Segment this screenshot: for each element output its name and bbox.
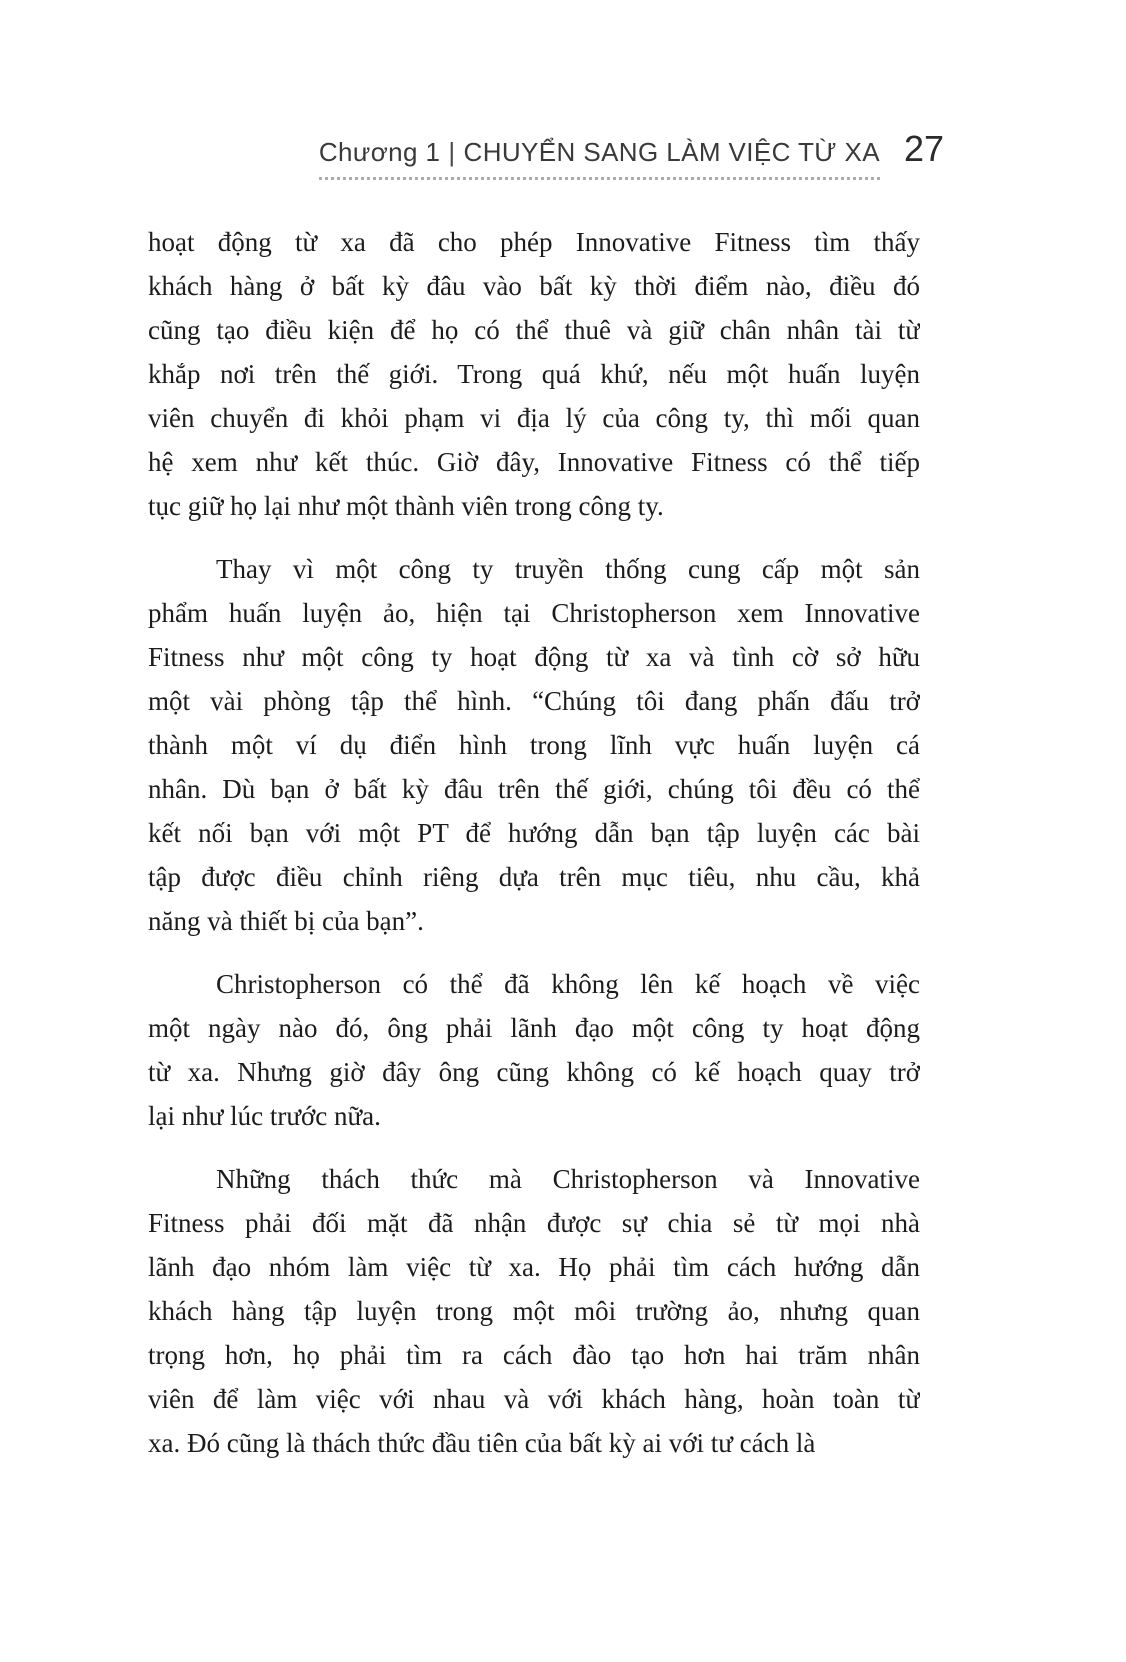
text-line: khắp nơi trên thế giới. Trong quá khứ, nếu một huấn luyện	[148, 359, 920, 389]
text-line: năng và thiết bị của bạn”.	[148, 906, 424, 936]
text-line: từ xa. Nhưng giờ đây ông cũng không có kế hoạch quay trở	[148, 1057, 920, 1087]
chapter-label: Chương 1	[318, 137, 441, 167]
text-line: hoạt động từ xa đã cho phép Innovative Fitness tìm thấy	[148, 227, 920, 257]
text-line: một vài phòng tập thể hình. “Chúng tôi đang phấn đấu trở	[148, 686, 920, 716]
paragraph	[148, 962, 920, 1138]
text-line: lãnh đạo nhóm làm việc từ xa. Họ phải tìm cách hướng dẫn	[148, 1252, 920, 1282]
page-number: 27	[903, 128, 944, 169]
text-line: lại như lúc trước nữa.	[148, 1101, 381, 1131]
text-line: viên chuyển đi khỏi phạm vi địa lý của công ty, thì mối quan	[148, 403, 920, 433]
paragraph	[148, 220, 920, 528]
text-line: nhân. Dù bạn ở bất kỳ đâu trên thế giới, chúng tôi đều có thể	[148, 774, 920, 804]
text-line: tập được điều chỉnh riêng dựa trên mục tiêu, nhu cầu, khả	[148, 862, 920, 892]
text-line: xa. Đó cũng là thách thức đầu tiên của bất kỳ ai với tư cách là	[148, 1428, 816, 1458]
text-line: một ngày nào đó, ông phải lãnh đạo một công ty hoạt động	[148, 1013, 920, 1043]
header-divider: |	[448, 137, 456, 167]
paragraph	[148, 547, 920, 943]
text-line: Những thách thức mà Christopherson và Innovative	[216, 1164, 920, 1194]
text-line: viên để làm việc với nhau và với khách hàng, hoàn toàn từ	[148, 1384, 920, 1414]
page-header	[0, 0, 1126, 180]
text-line: Thay vì một công ty truyền thống cung cấp một sản	[216, 554, 920, 584]
text-line: phẩm huấn luyện ảo, hiện tại Christopherson xem Innovative	[148, 598, 920, 628]
text-line: khách hàng ở bất kỳ đâu vào bất kỳ thời điểm nào, điều đó	[148, 271, 920, 301]
text-line: Fitness như một công ty hoạt động từ xa và tình cờ sở hữu	[148, 642, 920, 672]
text-line: tục giữ họ lại như một thành viên trong công ty.	[148, 491, 664, 521]
running-head	[319, 137, 880, 180]
text-block	[148, 220, 920, 1465]
text-line: khách hàng tập luyện trong một môi trường ảo, nhưng quan	[148, 1296, 920, 1326]
chapter-title: CHUYỂN SANG LÀM VIỆC TỪ XA	[463, 137, 880, 167]
text-line: cũng tạo điều kiện để họ có thể thuê và giữ chân nhân tài từ	[148, 315, 920, 345]
text-line: trọng hơn, họ phải tìm ra cách đào tạo hơn hai trăm nhân	[148, 1340, 920, 1370]
text-line: hệ xem như kết thúc. Giờ đây, Innovative Fitness có thể tiếp	[148, 447, 920, 477]
paragraph	[148, 1157, 920, 1465]
text-line: kết nối bạn với một PT để hướng dẫn bạn tập luyện các bài	[148, 818, 920, 848]
text-line: Fitness phải đối mặt đã nhận được sự chia sẻ từ mọi nhà	[148, 1208, 920, 1238]
text-line: thành một ví dụ điển hình trong lĩnh vực huấn luyện cá	[148, 730, 920, 760]
text-line: Christopherson có thể đã không lên kế hoạch về việc	[216, 969, 920, 999]
